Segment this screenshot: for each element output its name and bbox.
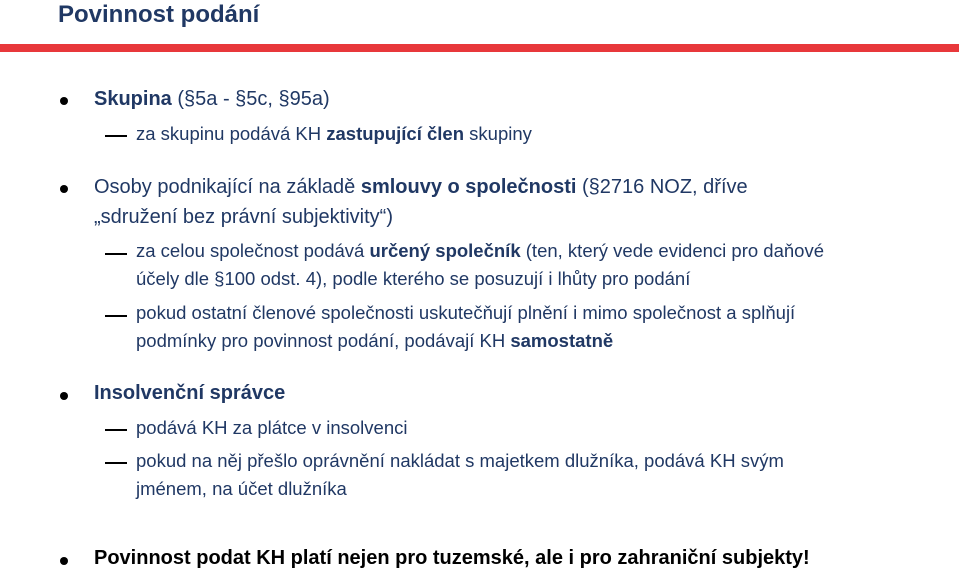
- sub-text-part: (ten, který vede evidenci pro daňové: [520, 240, 824, 261]
- bullet-text-final: [94, 547, 810, 570]
- sub-text-part: za celou společnost podává: [136, 240, 370, 261]
- sub-text-clenove: pokud ostatní členové společnosti uskutečňují plnění i mimo společnost a splňují: [136, 302, 796, 323]
- bullet-text-osoby-line2: „sdružení bez právní subjektivity“): [94, 206, 394, 228]
- sub-text-part: podmínky pro povinnost podání, podávají KH: [136, 330, 511, 351]
- sub-text-platce: podává KH za plátce v insolvenci: [136, 417, 408, 438]
- dash: [105, 253, 127, 255]
- sub-text-bold: určený společník: [369, 240, 521, 261]
- sub-text-opravneni: pokud na něj přešlo oprávnění nakládat s majetkem dlužníka, podává KH svým: [136, 450, 784, 471]
- sub-text-part: za skupinu podává KH: [136, 123, 327, 144]
- sub-text-skupina: [136, 123, 532, 145]
- dash: [105, 315, 127, 317]
- bullet: [60, 185, 68, 193]
- line-bold: smlouvy o společnosti: [360, 176, 577, 198]
- bullet: [60, 392, 68, 400]
- sub-text-bold: zastupující člen: [326, 123, 465, 144]
- slide-title: Povinnost podání: [58, 1, 260, 28]
- term-insolvencni: Insolvenční správce: [94, 382, 286, 404]
- term-skupina: Skupina: [94, 88, 172, 110]
- final-statement: Povinnost podat KH platí nejen pro tuzemské, ale i pro zahraniční subjekty!: [94, 547, 810, 569]
- sub-text-opravneni-line2: jménem, na účet dlužníka: [136, 478, 347, 499]
- title-divider: [0, 44, 959, 52]
- bullet-text-insolvencni: [94, 382, 285, 405]
- sub-text-clenove-line2: [136, 330, 613, 352]
- sub-text-spolecnost-line2: účely dle §100 odst. 4), podle kterého se posuzují i lhůty pro podání: [136, 268, 691, 289]
- bullet-text-skupina: [94, 88, 330, 111]
- bullet-text-osoby: [94, 176, 748, 199]
- dash: [105, 429, 127, 431]
- dash: [105, 135, 127, 137]
- sub-text-part: skupiny: [464, 123, 532, 144]
- line-part: Osoby podnikající na základě: [94, 176, 361, 198]
- bullet: [60, 557, 68, 565]
- bullet: [60, 97, 68, 105]
- line-part: (§2716 NOZ, dříve: [576, 176, 748, 198]
- sub-text-bold: samostatně: [510, 330, 614, 351]
- paren-ref: (§5a - §5c, §95a): [171, 88, 330, 110]
- sub-text-spolecnost: [136, 240, 824, 262]
- dash: [105, 462, 127, 464]
